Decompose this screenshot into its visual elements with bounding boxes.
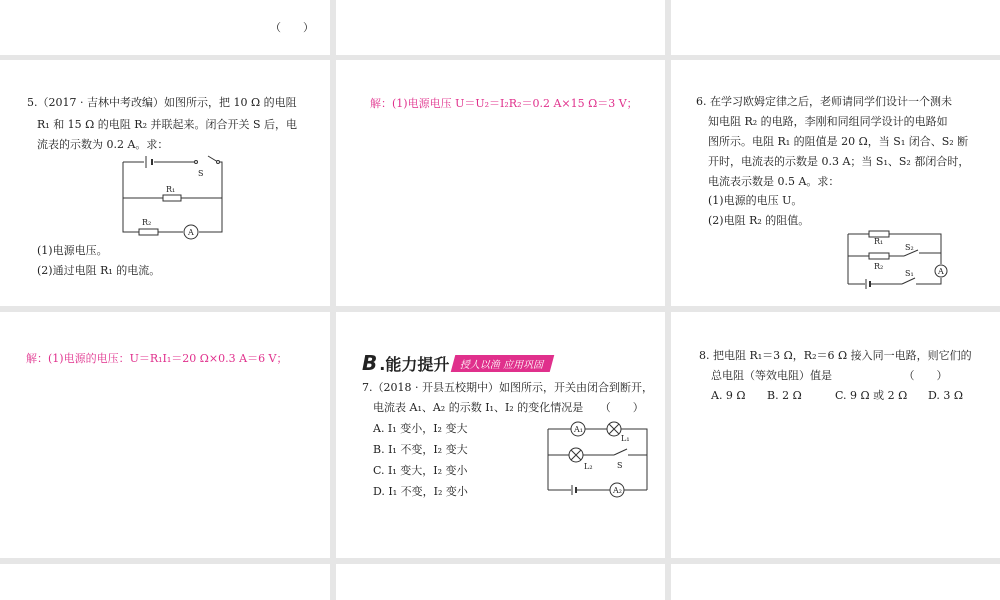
q5-line-1: 5.（2017 · 吉林中考改编）如图所示，把 10 Ω 的电阻 [27, 96, 297, 109]
q6-line-5: 电流表示数是 0.5 A。求： [708, 175, 840, 188]
q8-option-c[interactable]: C. 9 Ω 或 2 Ω [835, 389, 908, 402]
q7-option-a[interactable]: A. I₁ 变小，I₂ 变大 [373, 422, 468, 435]
q6-sub-2: (2)电阻 R₂ 的阻值。 [708, 214, 810, 227]
q5-switch-label: S [198, 169, 204, 178]
q7-option-d[interactable]: D. I₁ 不变，I₂ 变小 [373, 485, 468, 498]
q6-s1-label: S₁ [905, 269, 914, 278]
panel-bottom-right [671, 564, 1000, 600]
q6-resistor-r2 [869, 253, 889, 259]
q5-ammeter-label: A [188, 228, 194, 237]
panel-bottom-middle [336, 564, 665, 600]
q7-switch-label: S [617, 461, 623, 470]
q6-s2-label: S₂ [905, 243, 914, 252]
q7-line-2: 电流表 A₁、A₂ 的示数 I₁、I₂ 的变化情况是 （ ） [373, 401, 644, 414]
q7-l1-label: L₁ [621, 434, 630, 443]
q5-line-3: 流表的示数为 0.2 A。求： [37, 138, 169, 151]
panel-answer-5 [336, 60, 665, 306]
q6-line-2: 知电阻 R₂ 的电路，李刚和同组同学设计的电路如 [708, 115, 948, 128]
q5-sub-1: (1)电源电压。 [37, 244, 108, 257]
q7-a1-label: A₁ [574, 425, 583, 434]
section-b-letter: B [362, 351, 378, 375]
q7-line-1: 7.（2018 · 开县五校期中）如图所示，开关由闭合到断开， [362, 381, 653, 394]
panel-question-5 [0, 60, 330, 306]
q5-r1-label: R₁ [166, 185, 176, 194]
q7-option-c[interactable]: C. I₁ 变大，I₂ 变小 [373, 464, 468, 477]
q8-line-1: 8. 把电阻 R₁＝3 Ω，R₂＝6 Ω 接入同一电路，则它们的 [699, 349, 972, 362]
q5-resistor-r1 [163, 195, 181, 201]
panel-question-8 [671, 312, 1000, 558]
panel-question-6 [671, 60, 1000, 306]
q5-resistor-r2 [139, 229, 158, 235]
q6-ammeter-label: A [938, 267, 944, 276]
q8-option-b[interactable]: B. 2 Ω [767, 389, 802, 402]
section-b-subtitle: 授人以渔 应用巩固 [451, 355, 555, 372]
q6-r2-label: R₂ [874, 262, 884, 271]
section-b-title: .能力提升 [379, 354, 450, 374]
q7-l2-label: L₂ [584, 462, 593, 471]
panel-top-middle [336, 0, 665, 55]
q7-option-b[interactable]: B. I₁ 不变，I₂ 变大 [373, 443, 468, 456]
panel-top-left [0, 0, 330, 55]
panel-top-right [671, 0, 1000, 55]
q6-line-3: 图所示。电阻 R₁ 的阻值是 20 Ω，当 S₁ 闭合、S₂ 断 [708, 135, 969, 148]
q5-sub-2: (2)通过电阻 R₁ 的电流。 [37, 264, 161, 277]
q7-circuit-diagram [336, 312, 665, 558]
q6-r1-label: R₁ [874, 237, 884, 246]
q7-a2-label: A₂ [613, 486, 622, 495]
q5-line-2: R₁ 和 15 Ω 的电阻 R₂ 并联起来。闭合开关 S 后，电 [37, 118, 298, 131]
answer-5-voltage-text: 解：(1)电源的电压：U＝R₁I₁＝20 Ω×0.3 A＝6 V； [26, 352, 288, 365]
answer-bracket: （ ） [270, 21, 314, 34]
q6-line-1: 6. 在学习欧姆定律之后，老师请同学们设计一个测未 [696, 95, 952, 108]
q8-option-a[interactable]: A. 9 Ω [711, 389, 746, 402]
q5-r2-label: R₂ [142, 218, 152, 227]
panel-bottom-left [0, 564, 330, 600]
q6-line-4: 开时，电流表的示数是 0.3 A；当 S₁、S₂ 都闭合时， [708, 155, 970, 168]
answer-5-text: 解：(1)电源电压 U＝U₂＝I₂R₂＝0.2 A×15 Ω＝3 V； [370, 97, 638, 110]
q6-sub-1: (1)电源的电压 U。 [708, 194, 803, 207]
q6-circuit-diagram [671, 60, 1000, 306]
q8-option-d[interactable]: D. 3 Ω [928, 389, 964, 402]
panel-question-7 [336, 312, 665, 558]
panel-answer-5-repeat [0, 312, 330, 558]
q8-line-2: 总电阻（等效电阻）值是 （ ） [711, 369, 948, 382]
